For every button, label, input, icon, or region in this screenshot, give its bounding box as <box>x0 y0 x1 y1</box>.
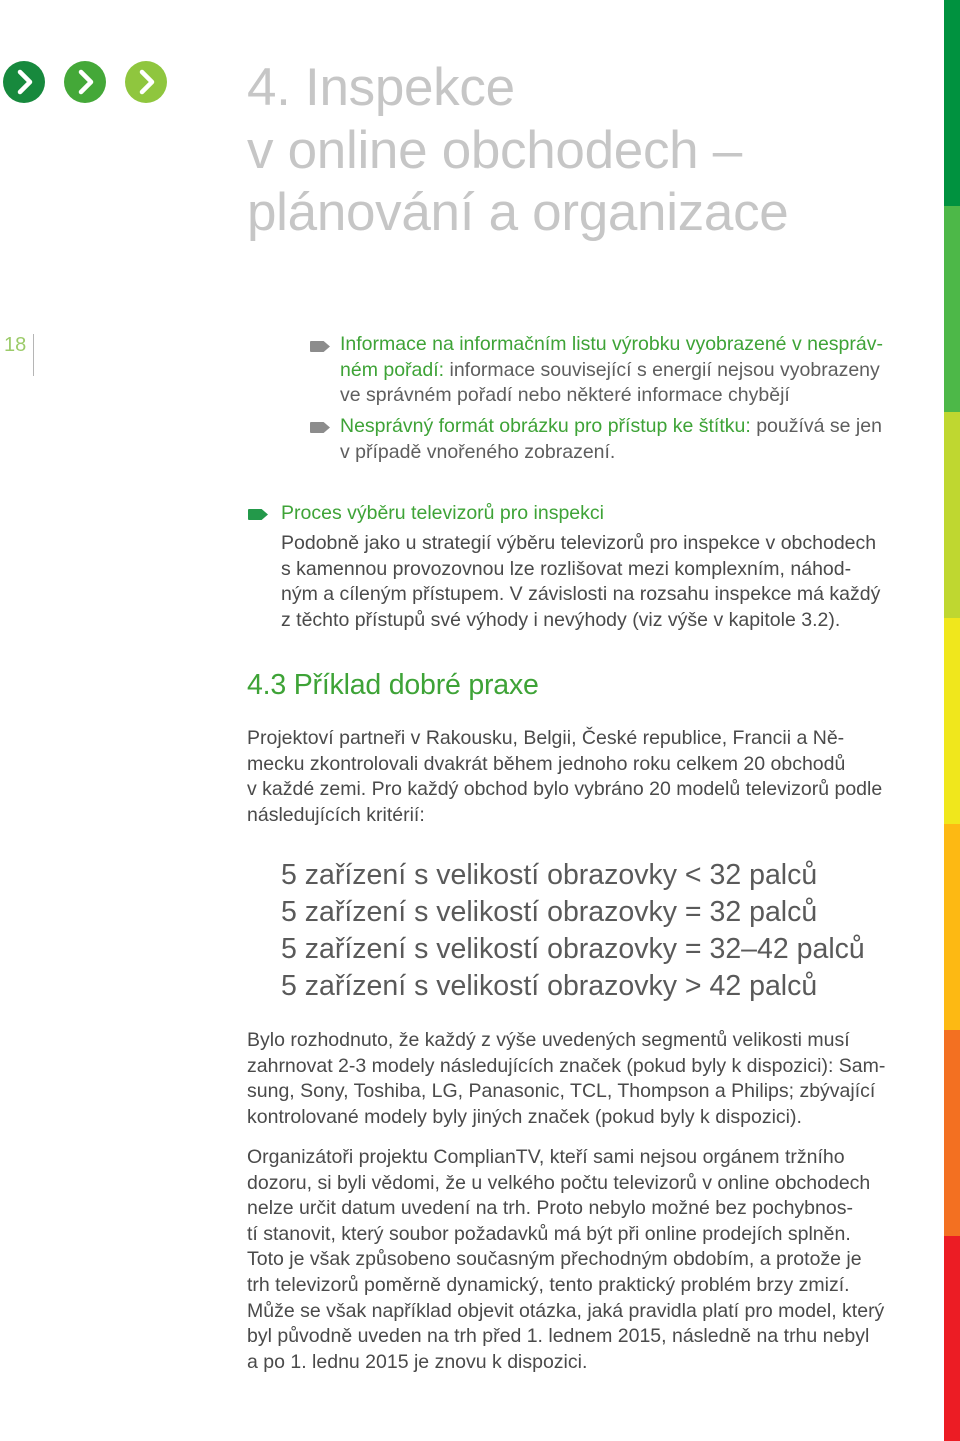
chevron-right-icon <box>125 61 167 103</box>
paragraph-line: ným a cíleným přístupem. V závislosti na rozsahu inspekce má každý <box>281 583 881 606</box>
page-number-divider <box>33 334 34 376</box>
title-line: 4. Inspekce <box>247 58 515 117</box>
issue-line <box>340 440 882 466</box>
paragraph-line: dozoru, si byli vědomi, že u velkého počtu televizorů v online obchodech <box>247 1171 871 1194</box>
paragraph-line: Toto je však způsobeno současným přechodným obdobím, a protože je <box>247 1248 862 1271</box>
criteria-item: 5 zařízení s velikostí obrazovky < 32 palců <box>281 859 818 891</box>
paragraph-line: Podobně jako u strategií výběru televizorů pro inspekce v obchodech <box>281 532 877 554</box>
gray-tag-bullet-icon <box>310 341 330 352</box>
issue-item <box>340 414 882 465</box>
chevron-right-icon <box>3 61 45 103</box>
paragraph-line: trh televizorů poměrně dynamický, tento praktický problém brzy zmizí. <box>247 1273 850 1296</box>
chevron-right-icon <box>64 61 106 103</box>
criteria-item: 5 zařízení s velikostí obrazovky = 32 palců <box>281 896 818 928</box>
issue-lead: ném pořadí: <box>340 358 445 381</box>
energy-strip-segment <box>944 618 960 824</box>
nav-arrow-2 <box>64 61 106 103</box>
paragraph-line: následujících kritérií: <box>247 803 425 826</box>
paragraph-line: Projektoví partneři v Rakousku, Belgii, České republice, Francii a Ně- <box>247 727 845 749</box>
paragraph-line: byl původně uveden na trh před 1. lednem 2015, následně na trhu nebyl <box>247 1325 870 1348</box>
issue-line <box>340 358 883 384</box>
criteria-item: 5 zařízení s velikostí obrazovky = 32–42 palců <box>281 933 865 965</box>
issue-detail: používá se jen <box>756 415 882 437</box>
paragraph-line: Může se však například objevit otázka, jaká pravidla platí pro model, který <box>247 1299 885 1322</box>
criteria-list <box>281 857 865 1005</box>
paragraph-line: v každé zemi. Pro každý obchod bylo vybráno 20 modelů televizorů podle <box>247 778 883 801</box>
paragraph-line: sung, Sony, Toshiba, LG, Panasonic, TCL, Thompson a Philips; zbývající <box>247 1080 876 1103</box>
energy-strip-segment <box>944 1236 960 1441</box>
paragraph-line: z těchto přístupů své výhody i nevýhody (viz výše v kapitole 3.2). <box>281 608 841 631</box>
nav-arrow-3 <box>125 61 167 103</box>
energy-strip-segment <box>944 412 960 618</box>
intro-paragraph <box>247 726 882 828</box>
selection-paragraph <box>281 531 880 633</box>
energy-strip-segment <box>944 206 960 412</box>
issue-line <box>340 414 882 440</box>
energy-strip-segment <box>944 0 960 206</box>
brands-paragraph <box>247 1028 885 1130</box>
green-tag-bullet-icon <box>248 509 268 520</box>
energy-strip-segment <box>944 824 960 1030</box>
paragraph-line: zahrnovat 2-3 modely následujících značek (pokud byly k dispozici): Sam- <box>247 1054 886 1077</box>
issue-detail: ve správném pořadí nebo některé informace chybějí <box>340 384 790 407</box>
title-line: v online obchodech – <box>247 120 742 180</box>
paragraph-line: mecku zkontrolovali dvakrát během jednoho roku celkem 20 obchodů <box>247 752 846 775</box>
energy-strip-segment <box>944 1030 960 1236</box>
paragraph-line: tí stanovit, který soubor požadavků má být při online prodejích splněn. <box>247 1222 851 1245</box>
issue-detail: v případě vnořeného zobrazení. <box>340 440 616 463</box>
gray-tag-bullet-icon <box>310 422 330 433</box>
selection-heading: Proces výběru televizorů pro inspekci <box>281 502 604 524</box>
issue-line <box>340 332 883 358</box>
criteria-item: 5 zařízení s velikostí obrazovky > 42 palců <box>281 970 818 1002</box>
title-line: plánování a organizace <box>247 183 789 242</box>
paragraph-line: kontrolované modely byly jiných značek (pokud byly k dispozici). <box>247 1105 802 1128</box>
paragraph-line: a po 1. lednu 2015 je znovu k dispozici. <box>247 1350 588 1373</box>
page-number: 18 <box>4 334 27 356</box>
energy-color-strip <box>944 0 960 1441</box>
organizers-paragraph <box>247 1145 884 1375</box>
issue-line <box>340 383 883 409</box>
paragraph-line: Bylo rozhodnuto, že každý z výše uvedených segmentů velikosti musí <box>247 1029 850 1051</box>
section-heading: 4.3 Příklad dobré praxe <box>247 669 539 701</box>
issue-lead: Nesprávný formát obrázku pro přístup ke štítku: <box>340 415 751 437</box>
issue-item <box>340 332 883 409</box>
page-title <box>247 57 788 245</box>
issue-lead: Informace na informačním listu výrobku vyobrazené v nespráv- <box>340 333 883 355</box>
paragraph-line: s kamennou provozovnou lze rozlišovat mezi komplexním, náhod- <box>281 557 852 580</box>
issue-detail: informace související s energií nejsou vyobrazeny <box>449 358 880 381</box>
paragraph-line: nelze určit datum uvedení na trh. Proto nebylo možné bez pochybnos- <box>247 1197 853 1220</box>
nav-arrow-1 <box>3 61 45 103</box>
paragraph-line: Organizátoři projektu ComplianTV, kteří sami nejsou orgánem tržního <box>247 1146 845 1168</box>
